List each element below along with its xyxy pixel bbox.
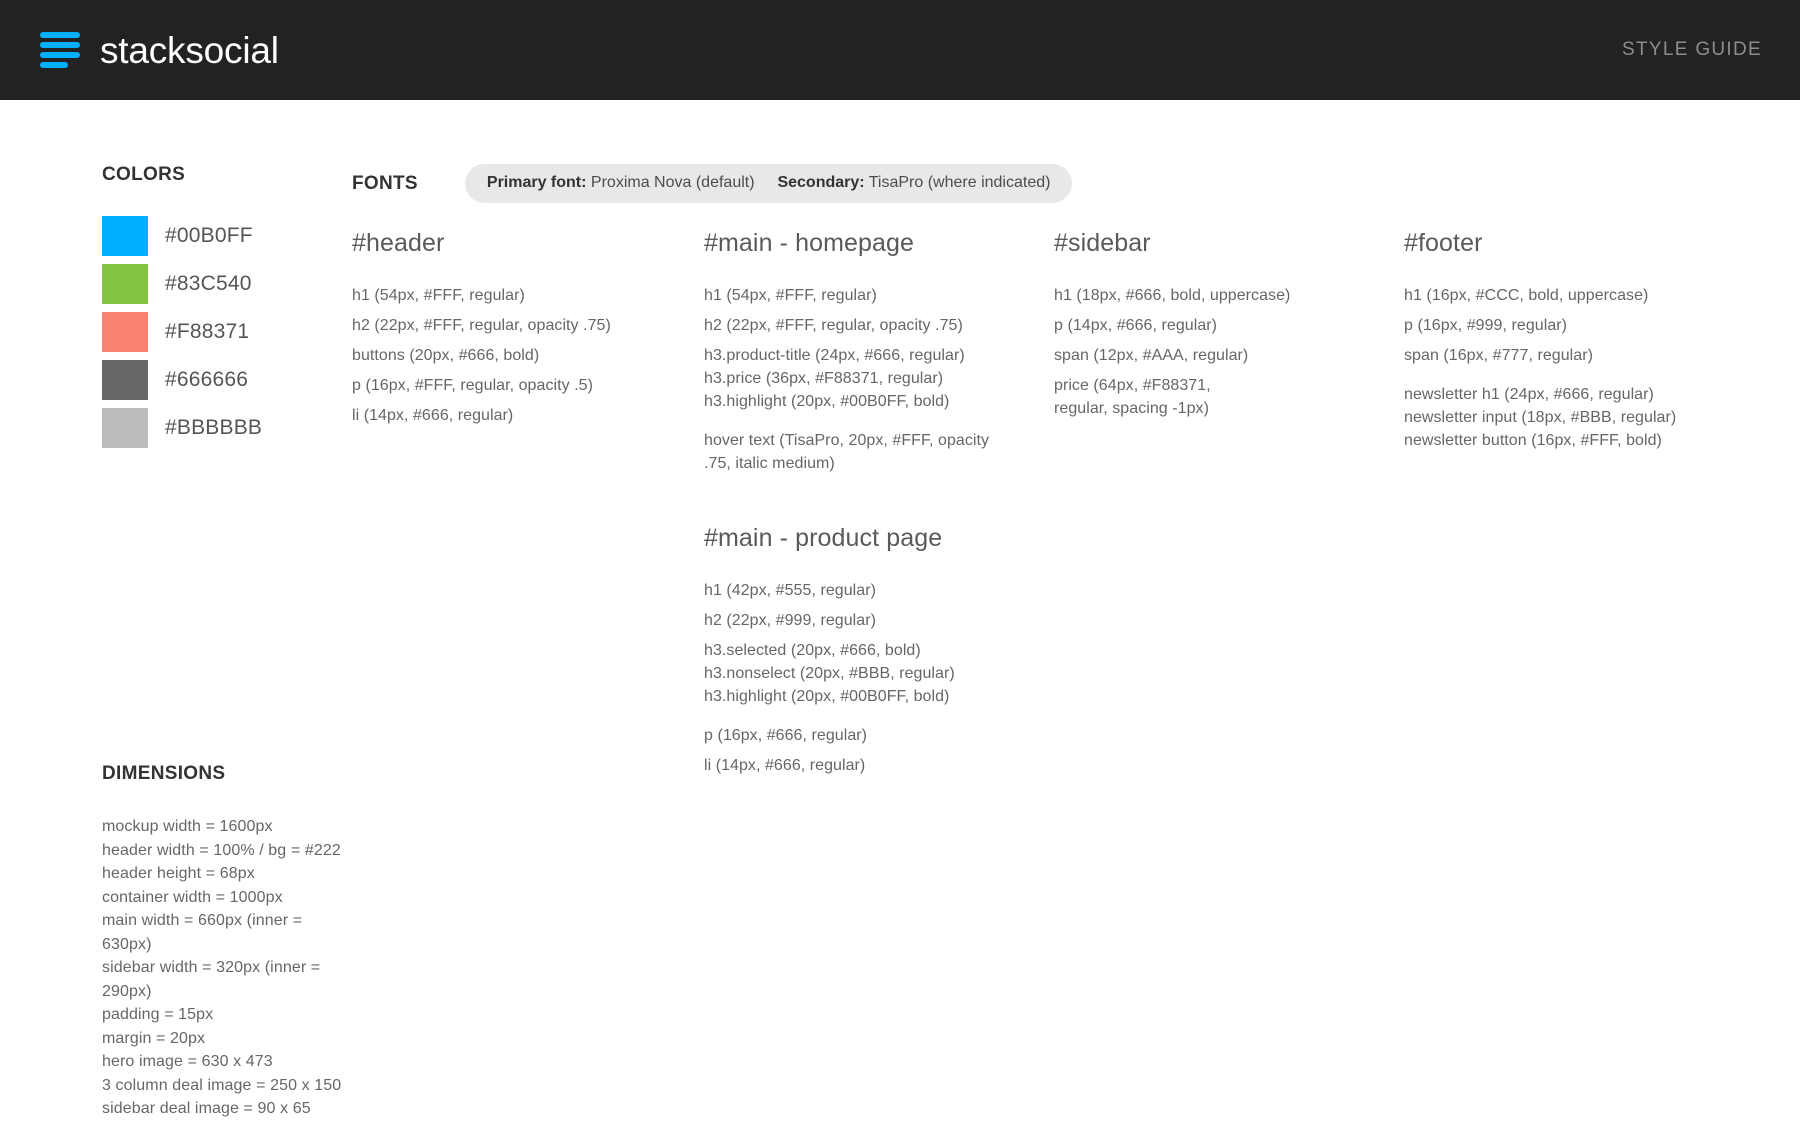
- color-swatch-row: [102, 408, 352, 448]
- font-group-heading: #header: [352, 229, 445, 257]
- colors-dimensions-column: [102, 164, 352, 1121]
- font-spec-item: buttons (20px, #666, bold): [352, 347, 540, 364]
- dimension-item: container width = 1000px: [102, 888, 283, 906]
- font-summary-pill: [465, 164, 1073, 203]
- font-spec-item: h2 (22px, #FFF, regular, opacity .75): [704, 317, 963, 334]
- font-spec-item: newsletter h1 (24px, #666, regular): [1404, 386, 1654, 403]
- font-spec-item: h2 (22px, #FFF, regular, opacity .75): [352, 317, 611, 334]
- dimension-item: sidebar width = 320px (inner = 290px): [102, 959, 321, 1000]
- color-swatch: [102, 408, 148, 448]
- font-spec-item: price (64px, #F88371, regular, spacing -1px): [1054, 377, 1211, 417]
- color-hex-label: #00B0FF: [165, 224, 253, 247]
- font-spec-item: h3.highlight (20px, #00B0FF, bold): [704, 688, 950, 705]
- dimension-item: padding = 15px: [102, 1006, 214, 1023]
- primary-font-value: Proxima Nova (default): [590, 174, 755, 191]
- font-spec-item: newsletter input (18px, #BBB, regular): [1404, 409, 1677, 426]
- fonts-header: [352, 164, 1760, 203]
- dimension-item: main width = 660px (inner = 630px): [102, 912, 303, 953]
- dimension-item: mockup width = 1600px: [102, 818, 273, 835]
- font-spec-item: h1 (54px, #FFF, regular): [352, 287, 525, 304]
- font-spec-item: h1 (16px, #CCC, bold, uppercase): [1404, 287, 1649, 304]
- dimension-item: hero image = 630 x 473: [102, 1053, 273, 1070]
- font-spec-item: h2 (22px, #999, regular): [704, 612, 876, 629]
- font-spec-item: newsletter button (16px, #FFF, bold): [1404, 432, 1662, 449]
- color-swatch: [102, 360, 148, 400]
- font-spec-list: [352, 284, 674, 427]
- font-column-footer: [1404, 229, 1754, 784]
- font-spec-item: p (14px, #666, regular): [1054, 317, 1218, 334]
- color-swatch-row: [102, 312, 352, 352]
- color-swatch-row: [102, 264, 352, 304]
- color-hex-label: #666666: [165, 368, 249, 391]
- dimensions-section: [102, 763, 352, 1121]
- font-spec-item: h3.selected (20px, #666, bold): [704, 642, 921, 659]
- app-header: [0, 0, 1800, 100]
- color-swatch: [102, 216, 148, 256]
- font-spec-list: [1054, 284, 1374, 420]
- font-column-main: [704, 229, 1054, 784]
- dimensions-list: [102, 815, 352, 1121]
- font-group-heading: #footer: [1404, 229, 1483, 257]
- font-spec-item: h1 (42px, #555, regular): [704, 582, 876, 599]
- brand-logo[interactable]: [40, 30, 279, 70]
- fonts-section: [352, 164, 1760, 784]
- font-spec-item: h3.product-title (24px, #666, regular): [704, 347, 965, 364]
- font-spec-item: li (14px, #666, regular): [704, 757, 866, 774]
- font-spec-item: span (12px, #AAA, regular): [1054, 347, 1249, 364]
- font-spec-item: h3.price (36px, #F88371, regular): [704, 370, 944, 387]
- font-column-sidebar: [1054, 229, 1404, 784]
- dimension-item: header height = 68px: [102, 865, 255, 882]
- hamburger-logo-icon[interactable]: [40, 30, 82, 70]
- font-spec-item: p (16px, #FFF, regular, opacity .5): [352, 377, 593, 394]
- font-spec-list: [704, 284, 1024, 475]
- dimension-item: margin = 20px: [102, 1029, 206, 1047]
- font-group-heading: #main - homepage: [704, 229, 915, 257]
- color-swatch-row: [102, 216, 352, 256]
- font-group-heading: #sidebar: [1054, 229, 1151, 257]
- color-swatch: [102, 312, 148, 352]
- color-swatch: [102, 264, 148, 304]
- font-group-heading: #main - product page: [704, 524, 943, 552]
- font-spec-item: li (14px, #666, regular): [352, 407, 514, 424]
- font-spec-item: h1 (18px, #666, bold, uppercase): [1054, 287, 1291, 304]
- dimension-item: sidebar deal image = 90 x 65: [102, 1100, 311, 1117]
- primary-font-label: Primary font:: [486, 174, 587, 191]
- font-spec-list: [1404, 284, 1724, 452]
- font-spec-item: p (16px, #999, regular): [1404, 317, 1568, 334]
- font-spec-item: hover text (TisaPro, 20px, #FFF, opacity .75, italic medium): [704, 432, 990, 472]
- dimension-item: header width = 100% / bg = #222: [102, 841, 341, 859]
- fonts-title: FONTS: [352, 172, 418, 194]
- page-body: [0, 100, 1800, 1117]
- color-hex-label: #83C540: [165, 272, 252, 295]
- font-spec-item: span (16px, #777, regular): [1404, 347, 1593, 364]
- color-hex-label: #BBBBBB: [165, 416, 263, 439]
- font-spec-item: p (16px, #666, regular): [704, 727, 868, 744]
- font-spec-item: h3.nonselect (20px, #BBB, regular): [704, 665, 955, 682]
- dimension-item: 3 column deal image = 250 x 150: [102, 1076, 342, 1094]
- secondary-font-label: Secondary:: [777, 174, 865, 191]
- style-guide-label: STYLE GUIDE: [1622, 39, 1762, 60]
- dimensions-title: DIMENSIONS: [102, 763, 226, 784]
- font-spec-list: [704, 579, 1024, 777]
- font-spec-item: h3.highlight (20px, #00B0FF, bold): [704, 393, 950, 410]
- font-spec-item: h1 (54px, #FFF, regular): [704, 287, 877, 304]
- brand-name: stacksocial: [100, 29, 279, 71]
- color-hex-label: #F88371: [165, 320, 250, 343]
- secondary-font-value: TisaPro (where indicated): [868, 174, 1051, 191]
- font-column-header: [352, 229, 704, 784]
- color-swatch-row: [102, 360, 352, 400]
- colors-title: COLORS: [102, 164, 186, 185]
